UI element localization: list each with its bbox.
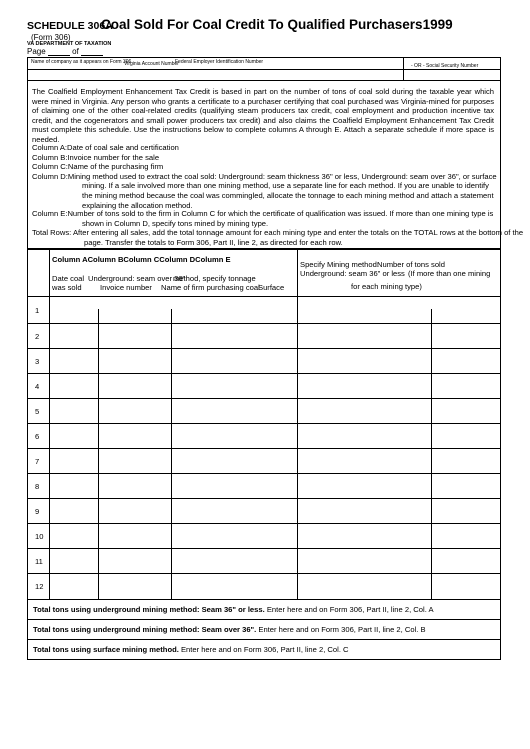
row-number: 11 bbox=[35, 557, 43, 566]
column-c-instruction: Column C:Name of the purchasing firm bbox=[32, 162, 164, 172]
column-e-note-2: for each mining type) bbox=[351, 282, 422, 291]
total-underground-36-or-less[interactable] bbox=[27, 600, 501, 620]
total-surface[interactable] bbox=[27, 640, 501, 660]
column-divider bbox=[171, 309, 172, 599]
total-instruction: Enter here and on Form 306, Part II, line 2, Col. B bbox=[256, 625, 426, 634]
row-divider bbox=[28, 296, 500, 297]
column-d-instruction: Column D:Mining method used to extract the coal sold: Underground: seam thickness 36" or less, Underground: seam over 36", or surface bbox=[32, 171, 497, 181]
column-divider bbox=[49, 250, 50, 599]
row-number: 6 bbox=[35, 432, 40, 441]
row-number: 8 bbox=[35, 482, 40, 491]
column-d-instruction-cont: mining. If a sale involved more than one mining method, use a separate line for each method. If you are unable to identify the mining method because the coal was commingled, allocate the tonnage to each mining method and attach a statement explaining the allocation method. bbox=[82, 181, 494, 210]
row-divider bbox=[28, 573, 500, 574]
column-a-instruction: Column A:Date of coal sale and certification bbox=[32, 143, 179, 152]
column-e-subheader: Specify Mining method: bbox=[300, 260, 379, 269]
row-divider bbox=[28, 448, 500, 449]
column-divider bbox=[98, 309, 99, 599]
total-underground-over-36[interactable] bbox=[27, 620, 501, 640]
page-number-field[interactable] bbox=[48, 47, 70, 56]
form-title bbox=[101, 17, 453, 32]
page-total-field[interactable] bbox=[81, 47, 103, 56]
company-name-label: Name of company as it appears on Form 306 bbox=[31, 59, 132, 65]
row-divider bbox=[28, 548, 500, 549]
row-number: 3 bbox=[35, 357, 40, 366]
ssn-field[interactable] bbox=[404, 70, 501, 81]
row-divider bbox=[28, 348, 500, 349]
total-instruction: Enter here and on Form 306, Part II, line 2, Col. C bbox=[178, 645, 349, 654]
taxpayer-info-box bbox=[27, 57, 501, 81]
row-number: 12 bbox=[35, 582, 44, 591]
row-number: 9 bbox=[35, 507, 40, 516]
column-headers: Column AColumn BColumn CColumn DColumn E bbox=[52, 255, 231, 264]
of-label: of bbox=[72, 47, 79, 56]
column-e-tons: Number of tons sold bbox=[377, 260, 445, 269]
instructions-intro: The Coalfield Employment Enhancement Tax Credit is based in part on the number of tons of coal sold during the taxable year which were mined in Virginia. Any person who grants a certificate to a purchaser certifying that coal purchased was Virginia-mined for purposes of claiming one of the other coal-related credits (qualifying steam producers tax credit, coal employment and production incentive tax credit, and the cogenerators and small power producers tax credit) and also claims the Coalfield Employment Enhancement Tax Credit must complete this schedule. Use the instructions below to complete columns A through E. Attach a separate schedule if more space is needed. bbox=[32, 87, 494, 144]
total-label: Total tons using surface mining method. bbox=[33, 645, 179, 654]
form-title-text: Coal Sold For Coal Credit To Qualified Purchasers bbox=[101, 17, 423, 32]
row-divider bbox=[28, 523, 500, 524]
ssn-label: - OR - Social Security Number bbox=[411, 63, 479, 69]
column-b-instruction: Column B:Invoice number for the sale bbox=[32, 152, 160, 162]
column-e-note: (If more than one mining bbox=[408, 269, 491, 278]
page-label: Page bbox=[27, 47, 46, 56]
row-divider bbox=[28, 423, 500, 424]
row-number: 5 bbox=[35, 407, 40, 416]
column-e-underground: Underground: seam 36" or less bbox=[300, 269, 405, 278]
row-divider bbox=[28, 398, 500, 399]
account-number-label: Virginia Account Number bbox=[124, 61, 179, 67]
fein-label: Federal Employer Identification Number bbox=[175, 59, 264, 65]
column-d-subheader: Underground: seam over 36" bbox=[88, 274, 186, 283]
row-divider bbox=[28, 473, 500, 474]
column-divider bbox=[297, 250, 298, 599]
company-name-field[interactable] bbox=[28, 70, 403, 81]
column-divider bbox=[431, 309, 432, 599]
row-number: 7 bbox=[35, 457, 40, 466]
column-a-subheader-2: was sold bbox=[52, 283, 82, 292]
row-number: 10 bbox=[35, 532, 44, 541]
row-number: 1 bbox=[35, 306, 40, 315]
column-b-subheader: Invoice number bbox=[100, 283, 152, 292]
column-e-instruction-cont: shown in Column D, specify tons mined by mining type. bbox=[82, 218, 269, 228]
column-d-note: method, specify tonnage bbox=[173, 274, 256, 283]
column-c-subheader: Name of firm purchasing coal bbox=[161, 283, 260, 292]
column-d-surface: Surface bbox=[258, 283, 285, 292]
total-rows-instruction: Total Rows: After entering all sales, add the total tonnage amount for each mining type and enter the totals on the TOTAL rows at the bottom of the bbox=[32, 228, 524, 238]
row-divider bbox=[28, 323, 500, 324]
total-instruction: Enter here and on Form 306, Part II, line 2, Col. A bbox=[264, 605, 434, 614]
row-number: 4 bbox=[35, 382, 40, 391]
column-a-subheader: Date coal bbox=[52, 274, 85, 283]
row-number: 2 bbox=[35, 332, 40, 341]
form-year: 1999 bbox=[422, 17, 453, 32]
form-number: (Form 306) bbox=[31, 33, 71, 42]
sales-table bbox=[27, 249, 501, 600]
total-label: Total tons using underground mining method: Seam over 36". bbox=[33, 625, 257, 634]
column-e-instruction: Column E:Number of tons sold to the firm in Column C for which the certificate of qualification was issued. If more than one mining type is bbox=[32, 209, 494, 218]
page-counter bbox=[27, 47, 103, 56]
department-label: VA DEPARTMENT OF TAXATION bbox=[27, 41, 112, 47]
total-label: Total tons using underground mining method: Seam 36" or less. bbox=[33, 605, 265, 614]
schedule-label: SCHEDULE 306A bbox=[27, 20, 113, 32]
row-divider bbox=[28, 498, 500, 499]
row-divider bbox=[28, 373, 500, 374]
total-rows-instruction-cont: page. Transfer the totals to Form 306, Part II, line 2, as directed for each row. bbox=[84, 237, 343, 247]
